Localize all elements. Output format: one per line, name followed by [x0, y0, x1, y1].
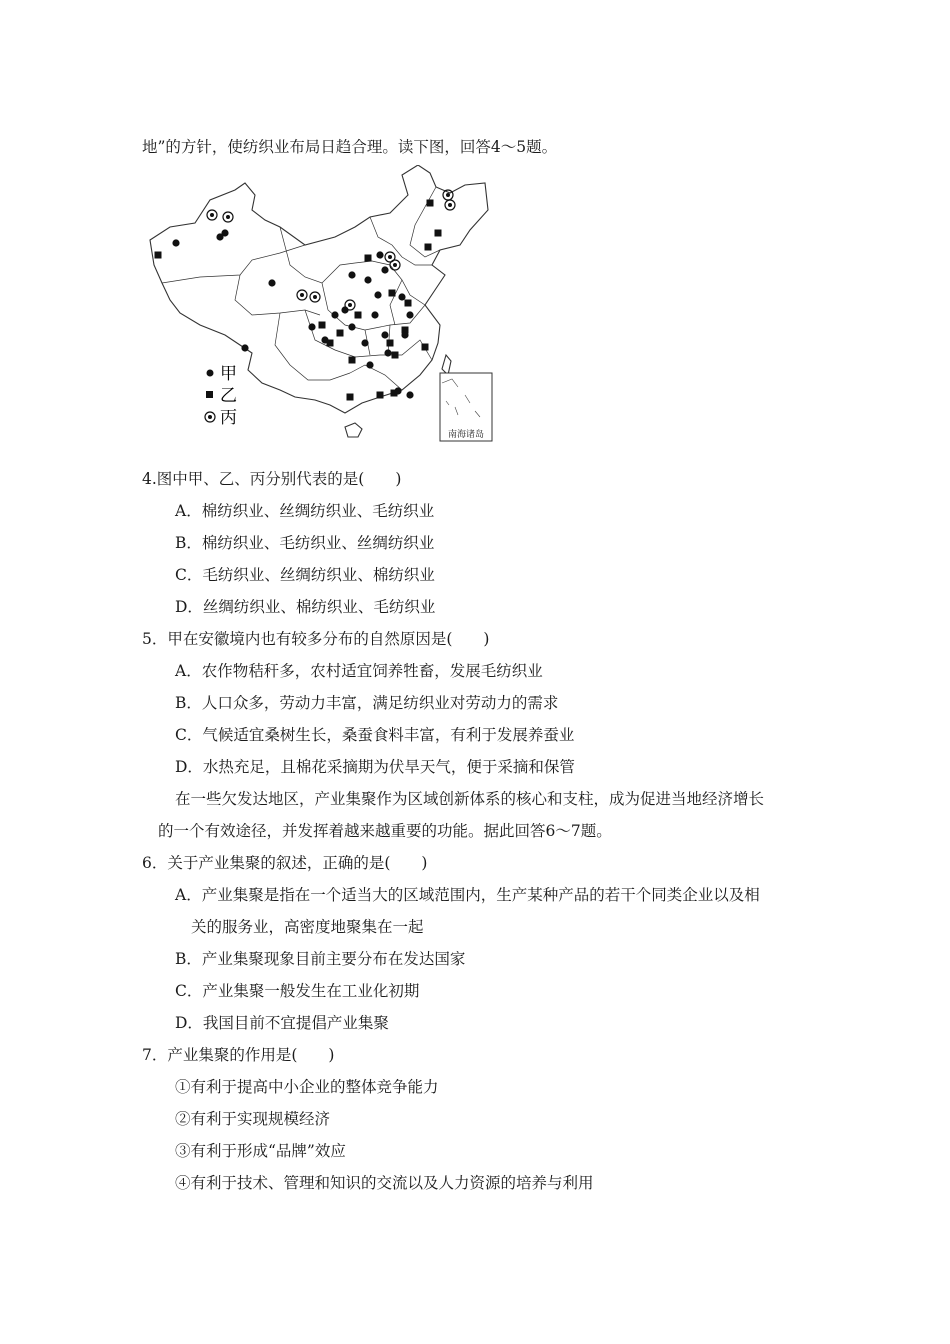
silk-square [405, 300, 412, 307]
q7-item-1: ①有利于提高中小企业的整体竞争能力 [175, 1078, 439, 1096]
province-boundary [355, 261, 425, 305]
passage-line-1: 在一些欠发达地区，产业集聚作为区域创新体系的核心和支柱，成为促进当地经济增长 [175, 790, 765, 808]
cotton-dot [348, 271, 355, 278]
cotton-dot [374, 291, 381, 298]
q5-option-a: A．农作物秸秆多，农村适宜饲养牲畜，发展毛纺织业 [175, 662, 543, 680]
wool-ring [390, 260, 400, 270]
silk-square [402, 327, 409, 334]
q4-stem: 4.图中甲、乙、丙分别代表的是( ) [142, 470, 402, 488]
inset-label: 南海诸岛 [447, 430, 485, 440]
passage-line-2: 的一个有效途径，并发挥着越来越重要的功能。据此回答6～7题。 [158, 822, 612, 840]
silk-square [337, 330, 344, 337]
silk-square [347, 394, 354, 401]
legend-label-jia: 甲 [220, 364, 237, 384]
legend-dot-symbol [207, 370, 214, 377]
silk-square [155, 252, 162, 259]
cotton-dot [406, 391, 413, 398]
legend-label-yi: 乙 [220, 386, 237, 406]
cotton-dot [376, 251, 383, 258]
silk-square [355, 312, 362, 319]
q7-item-3: ③有利于形成“品牌”效应 [175, 1142, 346, 1160]
q7-item-4: ④有利于技术、管理和知识的交流以及人力资源的培养与利用 [175, 1174, 594, 1192]
legend-label-bing: 丙 [220, 408, 237, 428]
silk-square [349, 357, 356, 364]
q6-stem: 6．关于产业集聚的叙述，正确的是( ) [142, 854, 428, 872]
silk-square [427, 200, 434, 207]
silk-square [377, 392, 384, 399]
cotton-dot [308, 323, 315, 330]
cotton-dot [241, 344, 248, 351]
cotton-dot [361, 339, 368, 346]
cotton-dot [366, 361, 373, 368]
wool-ring [443, 190, 453, 200]
cotton-dot [348, 323, 355, 330]
silk-square [392, 352, 399, 359]
cotton-dot [371, 311, 378, 318]
q4-option-b: B．棉纺织业、毛纺织业、丝绸纺织业 [175, 534, 435, 552]
province-boundary [305, 310, 432, 360]
cotton-dot [364, 276, 371, 283]
china-textile-map [140, 165, 510, 445]
wool-ring [445, 200, 455, 210]
q6-option-a-line-2: 关的服务业，高密度地聚集在一起 [191, 918, 424, 936]
silk-squares [155, 200, 442, 401]
cotton-dot [216, 233, 223, 240]
province-boundary [162, 245, 305, 283]
cotton-dot [384, 349, 391, 356]
legend-square-symbol [206, 391, 213, 398]
hainan-island [345, 423, 362, 437]
wool-ring [223, 212, 233, 222]
province-boundary [350, 365, 402, 390]
wool-ring [297, 290, 307, 300]
silk-square [422, 344, 429, 351]
silk-square [425, 244, 432, 251]
intro-line: 地”的方针，使纺织业布局日趋合理。读下图，回答4～5题。 [142, 138, 558, 156]
q5-option-c: C．气候适宜桑树生长，桑蚕食料丰富，有利于发展养蚕业 [175, 726, 575, 744]
wool-ring [207, 210, 217, 220]
wool-ring [345, 300, 355, 310]
q5-option-b: B．人口众多，劳动力丰富，满足纺织业对劳动力的需求 [175, 694, 559, 712]
silk-square [319, 322, 326, 329]
q6-option-b: B．产业集聚现象目前主要分布在发达国家 [175, 950, 466, 968]
cotton-dot [381, 266, 388, 273]
q4-option-a: A．棉纺织业、丝绸纺织业、毛纺织业 [175, 502, 435, 520]
q5-option-d: D．水热充足，且棉花采摘期为伏旱天气，便于采摘和保管 [175, 758, 575, 776]
cotton-dot [268, 279, 275, 286]
wool-ring [310, 292, 320, 302]
cotton-dot [406, 311, 413, 318]
q4-option-d: D．丝绸纺织业、棉纺织业、毛纺织业 [175, 598, 436, 616]
q5-stem: 5．甲在安徽境内也有较多分布的自然原因是( ) [142, 630, 490, 648]
silk-square [327, 340, 334, 347]
q7-item-2: ②有利于实现规模经济 [175, 1110, 331, 1128]
wool-rings [207, 190, 455, 310]
silk-square [435, 230, 442, 237]
q7-stem: 7．产业集聚的作用是( ) [142, 1046, 335, 1064]
cotton-dot [172, 239, 179, 246]
cotton-dot [331, 311, 338, 318]
silk-square [365, 255, 372, 262]
q4-option-c: C．毛纺织业、丝绸纺织业、棉纺织业 [175, 566, 435, 584]
cotton-dot [381, 331, 388, 338]
taiwan-island [442, 355, 451, 375]
province-boundary [365, 280, 402, 355]
silk-square [387, 340, 394, 347]
q6-option-c: C．产业集聚一般发生在工业化初期 [175, 982, 420, 1000]
province-boundary [275, 313, 350, 380]
silk-square [391, 390, 398, 397]
legend [205, 364, 237, 428]
silk-square [389, 290, 396, 297]
china-outline [150, 165, 488, 413]
q6-option-d: D．我国目前不宜提倡产业集聚 [175, 1014, 389, 1032]
q6-option-a-line-1: A．产业集聚是指在一个适当大的区域范围内，生产某种产品的若干个同类企业以及相 [175, 886, 760, 904]
